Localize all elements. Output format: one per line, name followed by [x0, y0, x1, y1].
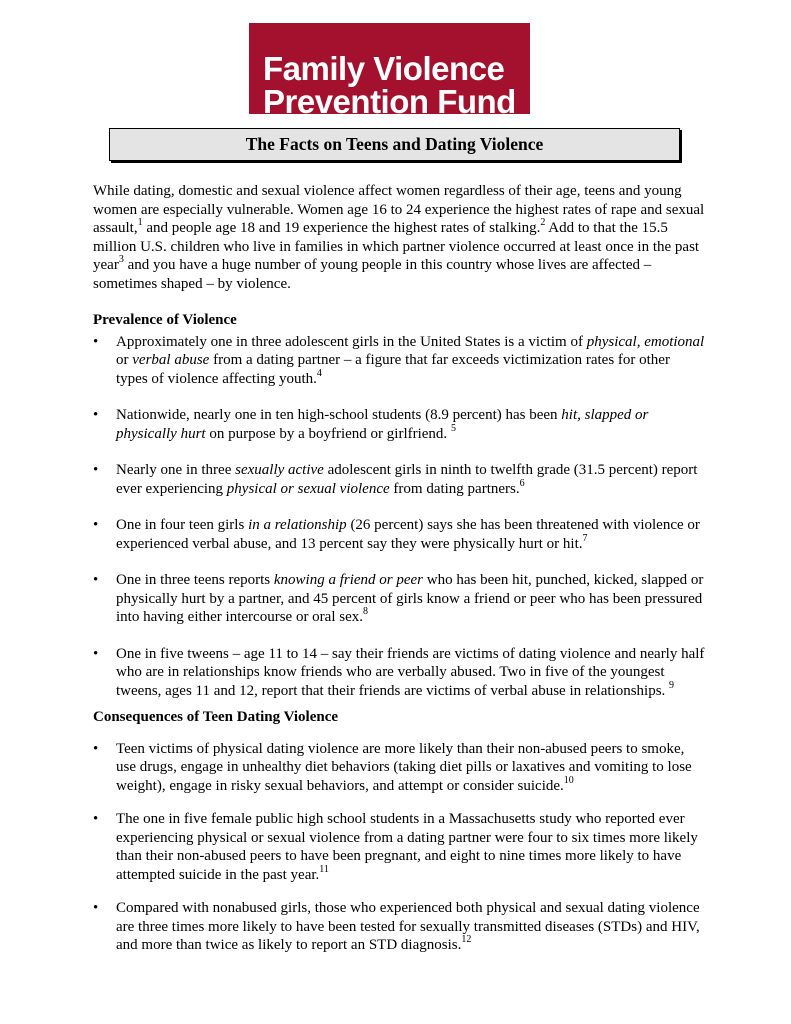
list-item: • The one in five female public high school students in a Massachusetts study who reported ever experiencing physical or sexual violence from a dating partner were four to six times more likely than their non-abused peers to have been pregnant, and eight to nine times more likely to have attempted suicide in the past year.$^{11}$	[93, 811, 698, 883]
prevalence-list	[93, 333, 705, 701]
consequences-list	[93, 740, 705, 955]
bullet-icon: •	[93, 517, 99, 533]
footnote-ref: 6	[519, 477, 525, 489]
bullet-icon: •	[93, 811, 99, 827]
intro-paragraph	[93, 182, 705, 293]
bullet-icon: •	[93, 333, 99, 350]
fvpf-logo	[249, 23, 530, 120]
bullet-icon: •	[93, 645, 99, 662]
document-title: The Facts on Teens and Dating Violence	[109, 128, 680, 161]
bullet-icon: •	[93, 740, 99, 757]
list-item: • Teen victims of physical dating violence are more likely than their non-abused peers to smoke, use drugs, engage in unhealthy diet behaviors (taking diet pills or laxatives and vomiting to lose weight), engage in risky sexual behaviors, and attempt or consider suicide.$^{10}$	[93, 740, 692, 794]
intro-text: and you have a huge number of young people in this country whose lives are affected – sometimes shaped – by violence.	[93, 257, 652, 292]
footnote-ref: 9	[669, 679, 675, 691]
footnote-ref: 7	[582, 532, 588, 544]
footnote-ref: 2	[540, 217, 546, 228]
bullet-icon: •	[93, 462, 99, 478]
list-item: • One in four teen girls in a relationship (26 percent) says she has been threatened with violence or experienced verbal abuse, and 13 percent say they were physically hurt or hit.$^7$	[93, 517, 700, 552]
list-item: • Nationwide, nearly one in ten high-school students (8.9 percent) has been hit, slapped or physically hurt on purpose by a boyfriend or girlfriend. $^5$	[93, 407, 649, 442]
footnote-ref: 12	[461, 934, 472, 945]
footnote-ref: 5	[450, 422, 456, 434]
list-item: • One in five tweens – age 11 to 14 – say their friends are victims of dating violence and nearly half who are in relationships know friends who are verbally abused. Two in five of the youngest tweens, ages 11 and 12, report that their friends are victims of verbal abuse in relationships. $^9$	[93, 645, 705, 699]
footnote-ref: 3	[118, 254, 124, 265]
bullet-icon: •	[93, 407, 99, 423]
bullet-icon: •	[93, 900, 99, 916]
footnote-ref: 8	[363, 606, 369, 617]
logo-line-1: Family Violence	[263, 50, 505, 87]
document-body	[93, 182, 705, 955]
list-item: • Nearly one in three sexually active adolescent girls in ninth to twelfth grade (31.5 percent) report ever experiencing physical or sexual violence from dating partners.$^6$	[93, 462, 698, 497]
list-item: • Approximately one in three adolescent girls in the United States is a victim of physical, emotional or verbal abuse from a dating partner – a figure that far exceeds victimization rates for other types of violence affecting youth.$^4$	[93, 333, 705, 387]
list-item: • One in three teens reports knowing a friend or peer who has been hit, punched, kicked, slapped or physically hurt by a partner, and 45 percent of girls know a friend or peer who has been pressured into having either intercourse or oral sex.$^8$	[93, 572, 704, 625]
section-heading-consequences: Consequences of Teen Dating Violence	[93, 709, 339, 725]
footnote-ref: 11	[319, 863, 329, 875]
bullet-icon: •	[93, 572, 99, 588]
intro-text: While dating, domestic and sexual violence affect women regardless of their age, teens and young women are especially vulnerable. Women age 16 to 24 experience the highest rates of rape and sexual assault,	[93, 183, 705, 236]
footnote-ref: 1	[137, 217, 143, 228]
intro-text: and people age 18 and 19 experience the highest rates of stalking.	[142, 220, 541, 236]
section-heading-prevalence: Prevalence of Violence	[93, 312, 237, 328]
footnote-ref: 4	[316, 367, 322, 379]
intro-text: Add to that the 15.5 million U.S. children who live in families in which partner violence occurred at least once in the past year	[93, 220, 700, 273]
list-item: • Compared with nonabused girls, those who experienced both physical and sexual dating violence are three times more likely to have been tested for sexually transmitted diseases (STDs) and HIV, and more than twice as likely to report an STD diagnosis.$^{12}$	[93, 900, 700, 953]
footnote-ref: 10	[563, 774, 574, 786]
logo-line-2: Prevention Fund	[263, 83, 516, 120]
